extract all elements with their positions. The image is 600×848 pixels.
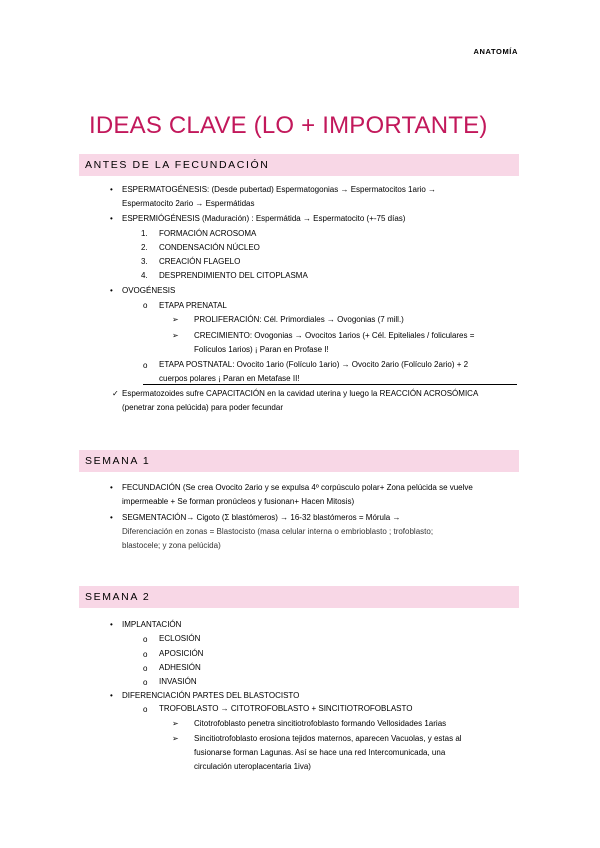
list-item: DESPRENDIMIENTO DEL CITOPLASMA — [159, 271, 308, 280]
section-header-semana-2 — [79, 586, 519, 608]
bullet-arrow-icon: ➢ — [172, 734, 179, 743]
section-header-antes-fecundacion — [79, 154, 519, 176]
etapa-postnatal-line-2: cuerpos polares ¡ Paran en Metafase II! — [159, 374, 300, 383]
trofoblasto-line: TROFOBLASTO → CITOTROFOBLASTO + SINCITIOTROFOBLASTO — [159, 704, 413, 713]
segmentacion-label: SEGMENTACIÓN — [122, 513, 187, 522]
proliferacion-line: PROLIFERACIÓN: Cél. Primordiales → Ovogonias (7 mill.) — [194, 315, 404, 324]
bullet-dot: • — [110, 286, 113, 295]
sincitiotrofoblasto-line-3: circulación uteroplacentaria 1iva) — [194, 762, 311, 771]
bullet-circle: o — [143, 635, 148, 644]
section-header-semana-1 — [79, 450, 519, 472]
espermiogenesis-line: ESPERMIÓGÉNESIS (Maduración) : Espermátida → Espermatocito (+-75 días) — [122, 214, 406, 223]
fecundacion-line-1: FECUNDACIÓN (Se crea Ovocito 2ario y se expulsa 4º corpúsculo polar+ Zona pelúcida se vuelve — [122, 483, 473, 492]
fecundacion-line-2: impermeable + Se forman pronúcleos y fusionan+ Hacen Mitosis) — [122, 497, 355, 506]
sincitiotrofoblasto-line-2: fusionarse forman Lagunas. Así se hace una red Intercomunicada, una — [194, 748, 446, 757]
crecimiento-line-2: Folículos 1arios) ¡ Paran en Profase I! — [194, 345, 329, 354]
bullet-arrow-icon: ➢ — [172, 315, 179, 324]
separator-line — [143, 384, 517, 385]
bullet-circle: o — [143, 705, 148, 714]
list-item: FORMACIÓN ACROSOMA — [159, 229, 257, 238]
etapa-postnatal-line-1: ETAPA POSTNATAL: Ovocito 1ario (Folículo 1ario) → Ovocito 2ario (Folículo 2ario) + 2 — [159, 360, 469, 369]
list-number: 2. — [141, 243, 148, 252]
bullet-circle: o — [143, 664, 148, 673]
section-title: ANTES DE LA FECUNDACIÓN — [85, 159, 270, 171]
segmentacion-line-3: blastocele; y zona pelúcida) — [122, 541, 221, 550]
espermatogenesis-line-1: ESPERMATOGÉNESIS: (Desde pubertad) Espermatogonias → Espermatocitos 1ario → — [122, 185, 437, 194]
list-item-aposicion: APOSICIÓN — [159, 649, 204, 658]
list-item: CREACIÓN FLAGELO — [159, 257, 241, 266]
list-item-invasion: INVASIÓN — [159, 677, 197, 686]
diferenciacion-label: DIFERENCIACIÓN PARTES DEL BLASTOCISTO — [122, 691, 300, 700]
list-item-adhesion: ADHESIÓN — [159, 663, 201, 672]
capacitacion-line-2: (penetrar zona pelúcida) para poder fecundar — [122, 403, 283, 412]
segmentacion-line-1 — [122, 512, 400, 524]
section-title: SEMANA 1 — [85, 455, 151, 467]
check-icon: ✓ — [112, 389, 119, 398]
list-item-eclosion: ECLOSIÓN — [159, 634, 201, 643]
etapa-prenatal-label: ETAPA PRENATAL — [159, 301, 227, 310]
bullet-dot: • — [110, 691, 113, 700]
list-number: 3. — [141, 257, 148, 266]
page-title: IDEAS CLAVE (LO + IMPORTANTE) — [89, 112, 488, 139]
bullet-dot: • — [110, 483, 113, 492]
sincitiotrofoblasto-line-1: Sincitiotrofoblasto erosiona tejidos maternos, aparecen Vacuolas, y estas al — [194, 734, 462, 743]
bullet-dot: • — [110, 185, 113, 194]
list-number: 4. — [141, 271, 148, 280]
bullet-arrow-icon: ➢ — [172, 719, 179, 728]
bullet-arrow-icon: ➢ — [172, 331, 179, 340]
list-number: 1. — [141, 229, 148, 238]
ovogenesis-label: OVOGÉNESIS — [122, 286, 176, 295]
bullet-circle: o — [143, 361, 148, 370]
document-header-label: ANATOMÍA — [473, 47, 518, 56]
crecimiento-line-1: CRECIMIENTO: Ovogonias → Ovocitos 1arios (+ Cél. Epiteliales / foliculares = — [194, 331, 475, 340]
citotrofoblasto-line: Citotrofoblasto penetra sincitiotrofoblasto formando Vellosidades 1arias — [194, 719, 447, 728]
section-title: SEMANA 2 — [85, 591, 151, 603]
bullet-circle: o — [143, 650, 148, 659]
bullet-circle: o — [143, 301, 148, 310]
bullet-circle: o — [143, 678, 148, 687]
bullet-dot: • — [110, 513, 113, 522]
bullet-dot: • — [110, 620, 113, 629]
implantacion-label: IMPLANTACIÓN — [122, 620, 182, 629]
list-item: CONDENSACIÓN NÚCLEO — [159, 243, 260, 252]
capacitacion-line-1: Espermatozoides sufre CAPACITACIÓN en la cavidad uterina y luego la REACCIÓN ACROSÓMICA — [122, 389, 479, 398]
espermatogenesis-line-2: Espermatocito 2ario → Espermátidas — [122, 199, 255, 208]
bullet-dot: • — [110, 214, 113, 223]
segmentacion-line-2: Diferenciación en zonas = Blastocisto (masa celular interna o embrioblasto ; trofoblasto; — [122, 527, 434, 536]
segmentacion-rest: → Cigoto (Σ blastómeros) → 16-32 blastómeros = Mórula → — [186, 513, 401, 522]
